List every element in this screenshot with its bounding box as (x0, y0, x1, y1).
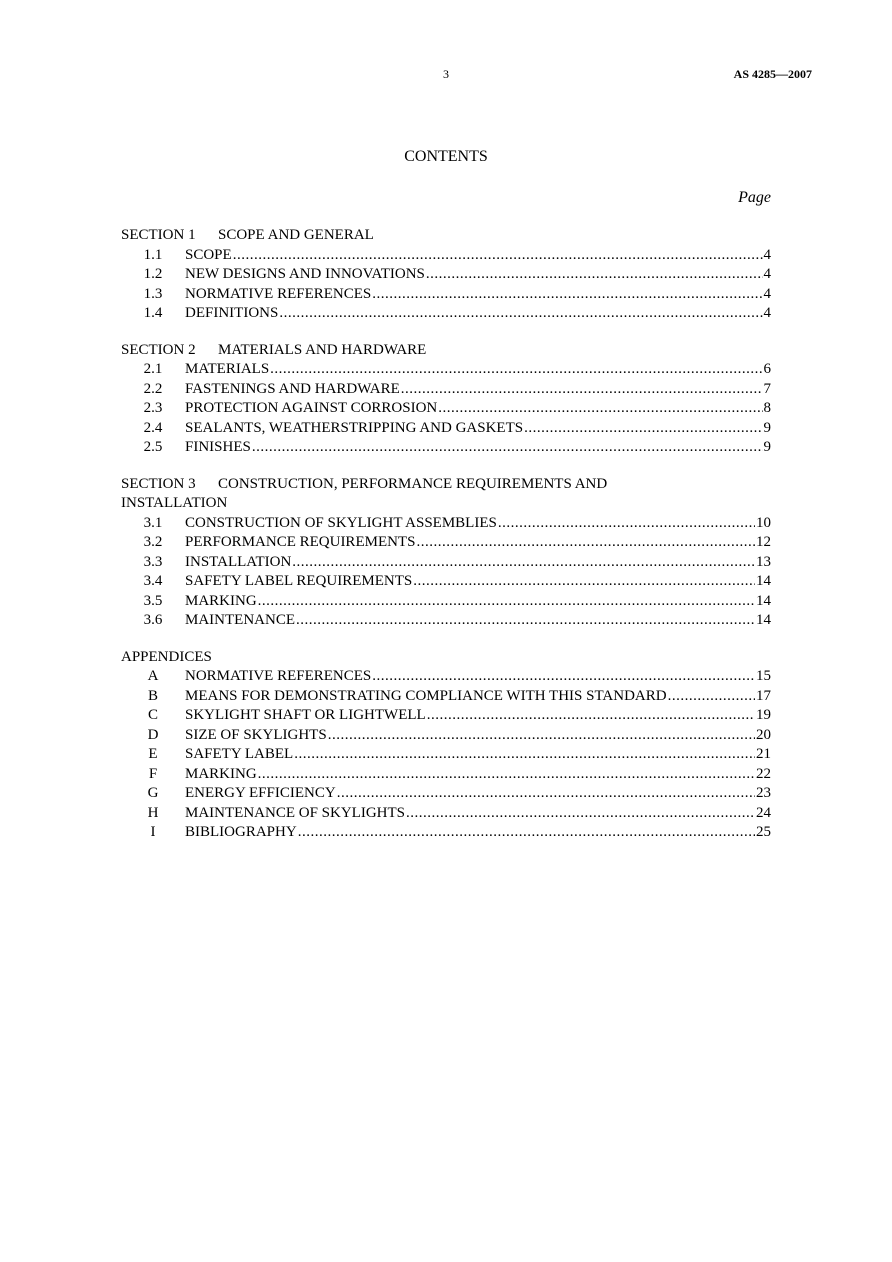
entry-page: 22 (756, 765, 771, 782)
toc-section (121, 475, 771, 631)
entry-page: 9 (763, 439, 771, 455)
entry-page: 10 (756, 514, 771, 531)
toc-entry[interactable] (121, 265, 771, 285)
entry-title: SIZE OF SKYLIGHTS (185, 726, 327, 743)
dot-leader (372, 285, 762, 305)
dot-leader (401, 380, 763, 400)
table-of-contents (121, 226, 771, 860)
entry-page: 14 (756, 573, 771, 589)
dot-leader (279, 304, 762, 324)
toc-entry[interactable] (121, 380, 771, 400)
entry-number: 3.5 (143, 592, 163, 609)
entry-page: 9 (763, 419, 771, 436)
entry-number: 2.1 (143, 361, 163, 377)
entry-number: B (147, 687, 158, 704)
entry-number: 3.2 (143, 534, 163, 550)
section-heading (121, 226, 681, 246)
entry-number: G (147, 785, 159, 801)
toc-entry[interactable] (121, 687, 771, 707)
toc-entry[interactable] (121, 399, 771, 419)
dot-leader (438, 399, 762, 419)
toc-section (121, 341, 771, 458)
entry-title: INSTALLATION (185, 553, 292, 570)
entry-page: 14 (756, 592, 771, 609)
entry-number: C (147, 707, 158, 723)
dot-leader (270, 360, 762, 380)
entry-page: 12 (756, 534, 771, 550)
dot-leader (252, 438, 763, 458)
dot-leader (298, 823, 755, 843)
entry-page: 19 (756, 707, 771, 723)
entry-page: 13 (756, 553, 771, 570)
entry-number: 2.3 (143, 400, 163, 416)
entry-number: D (147, 726, 159, 743)
toc-entry[interactable] (121, 360, 771, 380)
entry-number: 2.4 (143, 419, 163, 436)
entry-title: FASTENINGS AND HARDWARE (185, 380, 400, 397)
page-number: 3 (443, 67, 449, 81)
dot-leader (328, 726, 755, 746)
entry-page: 21 (756, 746, 771, 762)
dot-leader (406, 804, 755, 824)
toc-entry[interactable] (121, 246, 771, 266)
entry-page: 24 (756, 804, 771, 821)
entry-title: FINISHES (185, 439, 251, 455)
entry-title: MATERIALS (185, 361, 270, 377)
entry-title: NEW DESIGNS AND INNOVATIONS (185, 266, 425, 282)
entry-page: 6 (763, 361, 771, 377)
dot-leader (337, 784, 755, 804)
entry-title: PROTECTION AGAINST CORROSION (185, 400, 438, 416)
entry-title: MAINTENANCE (185, 612, 295, 628)
entry-number: A (147, 668, 159, 684)
dot-leader (296, 611, 755, 631)
entry-page: 4 (763, 305, 771, 321)
section-number: SECTION 2 (121, 341, 196, 358)
standard-id: AS 4285—2007 (733, 67, 812, 81)
toc-entry[interactable] (121, 592, 771, 612)
dot-leader (427, 706, 755, 726)
entry-page: 4 (763, 246, 771, 263)
entry-number: H (147, 804, 159, 821)
section-heading (121, 341, 681, 361)
entry-page: 7 (763, 380, 771, 397)
entry-title: NORMATIVE REFERENCES (185, 668, 372, 684)
entry-page: 8 (763, 400, 771, 416)
entry-title: SCOPE (185, 246, 232, 263)
page-title: CONTENTS (404, 148, 488, 165)
dot-leader (668, 687, 755, 707)
toc-entry[interactable] (121, 667, 771, 687)
entry-number: 2.2 (143, 380, 163, 397)
entry-page: 25 (756, 824, 771, 840)
entry-page: 4 (763, 266, 771, 282)
entry-title: NORMATIVE REFERENCES (185, 285, 372, 302)
entry-title: SAFETY LABEL REQUIREMENTS (185, 573, 413, 589)
toc-entry[interactable] (121, 745, 771, 765)
toc-entry[interactable] (121, 553, 771, 573)
entry-number: 1.4 (143, 305, 163, 321)
section-heading (121, 475, 681, 514)
dot-leader (372, 667, 755, 687)
toc-entry[interactable] (121, 533, 771, 553)
entry-title: DEFINITIONS (185, 305, 279, 321)
toc-section (121, 226, 771, 324)
dot-leader (524, 419, 762, 439)
entry-title: SAFETY LABEL (185, 746, 294, 762)
toc-entry[interactable] (121, 514, 771, 534)
toc-entry[interactable] (121, 765, 771, 785)
entry-title: ENERGY EFFICIENCY (185, 785, 336, 801)
entry-page: 15 (756, 668, 771, 684)
entry-number: 2.5 (143, 439, 163, 455)
entry-title: PERFORMANCE REQUIREMENTS (185, 534, 416, 550)
toc-section (121, 648, 771, 843)
entry-title: MARKING (185, 592, 257, 609)
entry-page: 14 (756, 612, 771, 628)
dot-leader (233, 246, 763, 266)
entry-number: 1.1 (143, 246, 163, 263)
entry-page: 4 (763, 285, 771, 302)
dot-leader (413, 572, 755, 592)
entry-title: MAINTENANCE OF SKYLIGHTS (185, 804, 405, 821)
entry-number: I (150, 824, 156, 840)
dot-leader (498, 514, 755, 534)
dot-leader (416, 533, 755, 553)
entry-title: MARKING (185, 765, 257, 782)
entry-number: 1.2 (143, 266, 163, 282)
toc-entry[interactable] (121, 804, 771, 824)
section-title: MATERIALS AND HARDWARE (218, 341, 427, 358)
entry-number: 3.1 (143, 514, 163, 531)
toc-entry[interactable] (121, 726, 771, 746)
entry-title: MEANS FOR DEMONSTRATING COMPLIANCE WITH THIS STANDARD (185, 687, 667, 704)
section-title: SCOPE AND GENERAL (218, 227, 374, 243)
page-column-label: Page (738, 189, 771, 206)
entry-number: E (148, 746, 158, 762)
dot-leader (258, 592, 755, 612)
section-number: SECTION 3 (121, 475, 196, 492)
toc-entry[interactable] (121, 285, 771, 305)
entry-number: 3.4 (143, 573, 163, 589)
dot-leader (426, 265, 763, 285)
entry-number: 1.3 (143, 285, 163, 302)
section-title: CONSTRUCTION, PERFORMANCE REQUIREMENTS AND INSTALLATION (121, 475, 608, 511)
entry-title: CONSTRUCTION OF SKYLIGHT ASSEMBLIES (185, 514, 497, 531)
entry-title: BIBLIOGRAPHY (185, 824, 297, 840)
dot-leader (292, 553, 755, 573)
entry-title: SKYLIGHT SHAFT OR LIGHTWELL (185, 707, 426, 723)
toc-entry[interactable] (121, 438, 771, 458)
toc-entry[interactable] (121, 823, 771, 843)
entry-page: 20 (756, 726, 771, 743)
entry-number: 3.6 (143, 612, 163, 628)
toc-entry[interactable] (121, 572, 771, 592)
dot-leader (294, 745, 755, 765)
entry-number: F (148, 765, 158, 782)
toc-entry[interactable] (121, 419, 771, 439)
toc-entry[interactable] (121, 706, 771, 726)
entry-page: 23 (756, 785, 771, 801)
section-number: SECTION 1 (121, 227, 196, 243)
entry-title: SEALANTS, WEATHERSTRIPPING AND GASKETS (185, 419, 524, 436)
entry-number: 3.3 (143, 553, 163, 570)
section-heading (121, 648, 681, 668)
toc-entry[interactable] (121, 784, 771, 804)
section-title: APPENDICES (121, 648, 212, 665)
toc-entry[interactable] (121, 611, 771, 631)
dot-leader (258, 765, 755, 785)
entry-page: 17 (756, 687, 771, 704)
toc-entry[interactable] (121, 304, 771, 324)
